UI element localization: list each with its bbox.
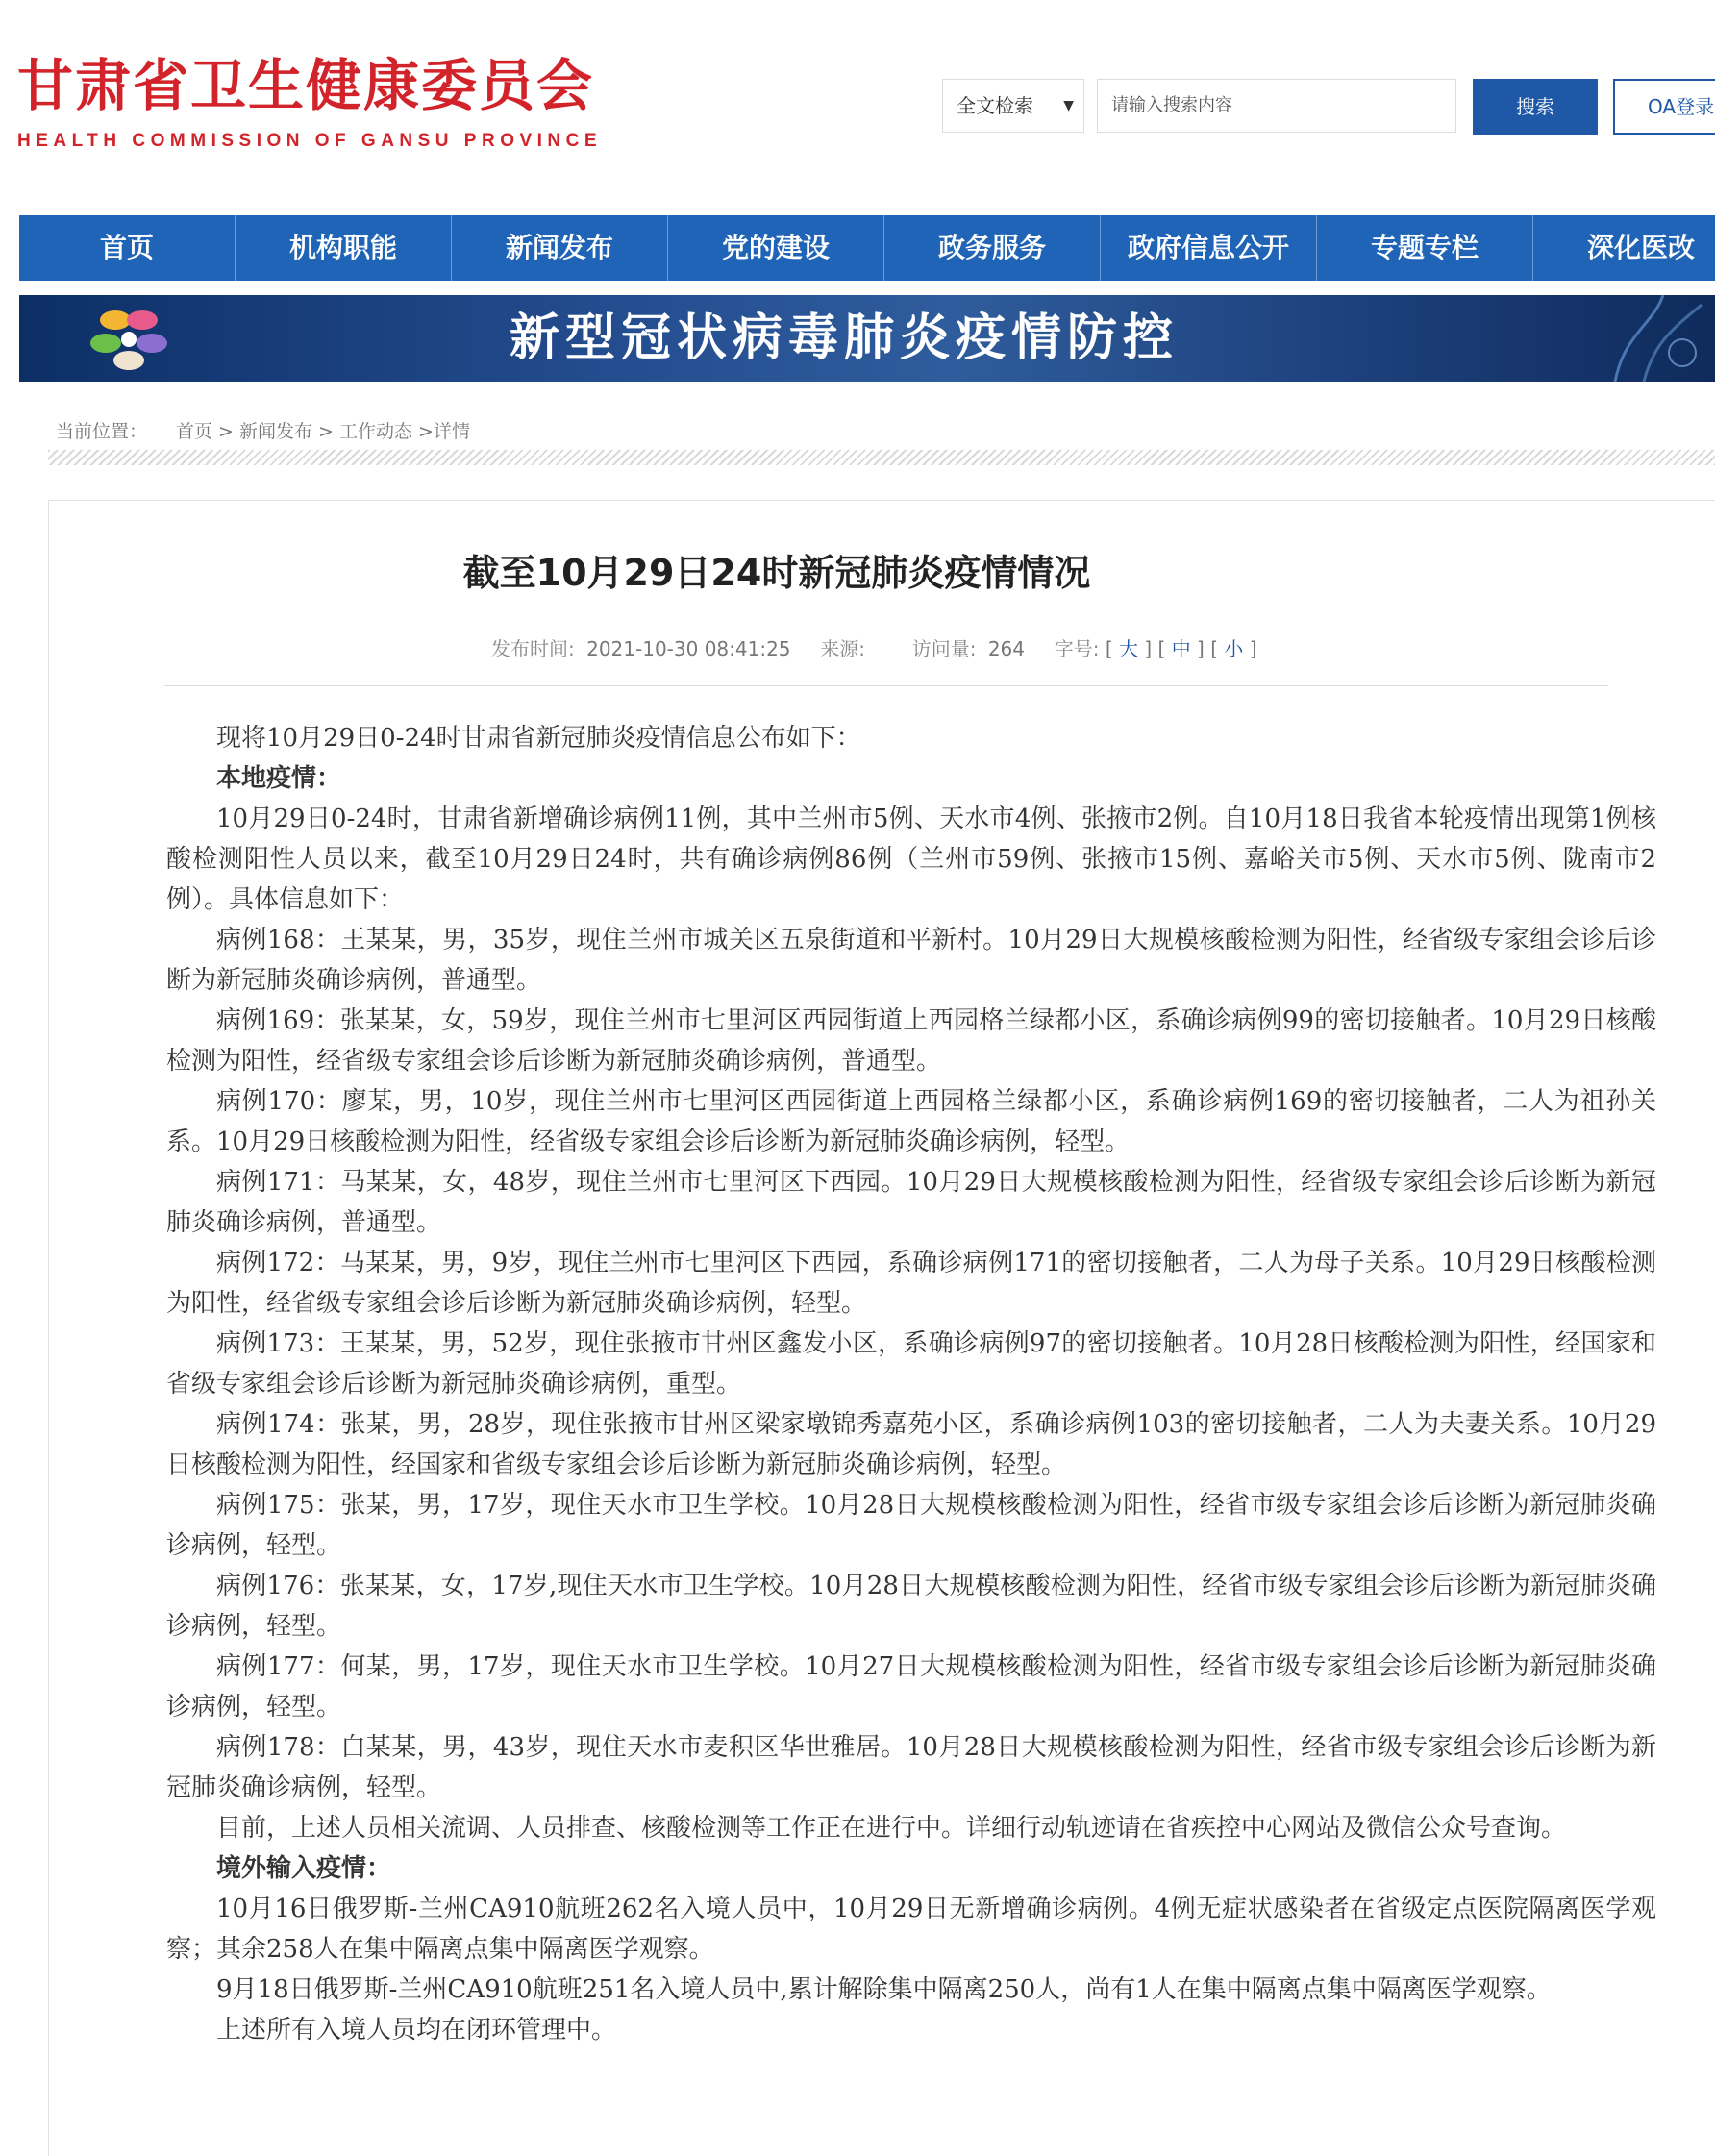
section-heading-local: 本地疫情： — [216, 764, 342, 793]
font-size-small[interactable]: 小 — [1224, 637, 1244, 660]
breadcrumb — [56, 417, 472, 443]
banner-title: 新型冠状病毒肺炎疫情防控 — [510, 310, 1180, 367]
covid-banner[interactable] — [19, 295, 1715, 382]
paragraph-case: 病例177：何某，男，17岁，现住天水市卫生学校。10月27日大规模核酸检测为阳性，经省市级专家组会诊后诊断为新冠肺炎确诊病例，轻型。 — [166, 1652, 1656, 1722]
nav-item-topics[interactable]: 专题专栏 — [1317, 215, 1533, 281]
search-input[interactable]: 请输入搜索内容 — [1097, 79, 1456, 133]
paragraph: 10月29日0-24时，甘肃省新增确诊病例11例，其中兰州市5例、天水市4例、张掖市2例。自10月18日我省本轮疫情出现第1例核酸检测阳性人员以来，截至10月29日24时，共有确诊病例86例（兰州市59例、张掖市15例、嘉峪关市5例、天水市5例、陇南市2例）。具体信息如下： — [166, 805, 1656, 914]
paragraph: 10月16日俄罗斯-兰州CA910航班262名入境人员中，10月29日无新增确诊病例。4例无症状感染者在省级定点医院隔离医学观察；其余258人在集中隔离点集中隔离医学观察。 — [166, 1895, 1656, 1964]
paragraph: 目前，上述人员相关流调、人员排查、核酸检测等工作正在进行中。详细行动轨迹请在省疾控中心网站及微信公众号查询。 — [216, 1814, 1567, 1843]
nav-item-info-disclosure[interactable]: 政府信息公开 — [1101, 215, 1317, 281]
site-logo[interactable] — [17, 53, 603, 152]
logo-english-name: HEALTH COMMISSION OF GANSU PROVINCE — [17, 131, 603, 151]
nav-item-services[interactable]: 政务服务 — [884, 215, 1101, 281]
breadcrumb-label: 当前位置： — [56, 421, 148, 442]
logo-chinese-name: 甘肃省卫生健康委员会 — [17, 53, 595, 118]
article-meta: 发布时间: 2021-10-30 08:41:25 来源: 访问量: 264 字号: [ 大 ] [ 中 ] [ 小 ] — [491, 637, 1257, 660]
chevron-down-icon: ▼ — [1063, 98, 1074, 113]
flower-logo-icon — [77, 301, 192, 378]
paragraph-case: 病例176：张某某，女，17岁,现住天水市卫生学校。10月28日大规模核酸检测为阳性，经省市级专家组会诊后诊断为新冠肺炎确诊病例，轻型。 — [166, 1572, 1656, 1641]
paragraph: 9月18日俄罗斯-兰州CA910航班251名入境人员中,累计解除集中隔离250人，尚有1人在集中隔离点集中隔离医学观察。 — [216, 1975, 1552, 2004]
lungs-decor-icon — [1596, 295, 1715, 382]
oa-login-button[interactable]: OA登录 — [1613, 79, 1715, 135]
article-title: 截至10月29日24时新冠肺炎疫情情况 — [462, 552, 1091, 594]
paragraph-case: 病例175：张某，男，17岁，现住天水市卫生学校。10月28日大规模核酸检测为阳性，经省市级专家组会诊后诊断为新冠肺炎确诊病例，轻型。 — [166, 1491, 1656, 1560]
paragraph-case: 病例170：廖某，男，10岁，现住兰州市七里河区西园街道上西园格兰绿都小区，系确诊病例169的密切接触者，二人为祖孙关系。10月29日核酸检测为阳性，经省级专家组会诊后诊断为新冠肺炎确诊病例，轻型。 — [166, 1087, 1656, 1156]
paragraph-case: 病例172：马某某，男，9岁，现住兰州市七里河区下西园，系确诊病例171的密切接触者，二人为母子关系。10月29日核酸检测为阳性，经省级专家组会诊后诊断为新冠肺炎确诊病例，轻型。 — [166, 1249, 1656, 1318]
site-header — [0, 0, 1715, 202]
visits-label: 访问量: — [911, 637, 977, 660]
article-container — [48, 500, 1715, 2156]
publish-time: 2021-10-30 08:41:25 — [586, 637, 791, 660]
nav-item-home[interactable]: 首页 — [19, 215, 236, 281]
paragraph-case: 病例168：王某某，男，35岁，现住兰州市城关区五泉街道和平新村。10月29日大规模核酸检测为阳性，经省级专家组会诊后诊断为新冠肺炎确诊病例，普通型。 — [166, 926, 1656, 995]
paragraph-case: 病例169：张某某，女，59岁，现住兰州市七里河区西园街道上西园格兰绿都小区，系确诊病例99的密切接触者。10月29日核酸检测为阳性，经省级专家组会诊后诊断为新冠肺炎确诊病例，普通型。 — [166, 1006, 1656, 1076]
main-nav — [19, 215, 1715, 281]
breadcrumb-path[interactable]: 首页 > 新闻发布 > 工作动态 >详情 — [176, 421, 470, 442]
font-size-large[interactable]: 大 — [1119, 637, 1139, 660]
paragraph-intro: 现将10月29日0-24时甘肃省新冠肺炎疫情信息公布如下： — [216, 724, 861, 753]
article-body — [166, 718, 1656, 2050]
search-type-value: 全文检索 — [957, 94, 1033, 117]
visit-count: 264 — [987, 637, 1026, 660]
paragraph: 上述所有入境人员均在闭环管理中。 — [216, 2016, 617, 2044]
section-heading-imported: 境外输入疫情： — [216, 1854, 392, 1883]
nav-item-medical-reform[interactable]: 深化医改 — [1533, 215, 1715, 281]
publish-time-label: 发布时间: — [491, 637, 575, 660]
hatch-divider — [48, 450, 1715, 465]
paragraph-case: 病例174：张某，男，28岁，现住张掖市甘州区梁家墩锦秀嘉苑小区，系确诊病例103的密切接触者，二人为夫妻关系。10月29日核酸检测为阳性，经国家和省级专家组会诊后诊断为新冠肺炎确诊病例，轻型。 — [166, 1410, 1656, 1479]
title-divider — [164, 685, 1608, 686]
search-button[interactable]: 搜索 — [1473, 79, 1598, 135]
search-type-select[interactable] — [942, 79, 1084, 133]
font-size-label: 字号: — [1054, 637, 1100, 660]
paragraph-case: 病例173：王某某，男，52岁，现住张掖市甘州区鑫发小区，系确诊病例97的密切接触者。10月28日核酸检测为阳性，经国家和省级专家组会诊后诊断为新冠肺炎确诊病例，重型。 — [166, 1329, 1656, 1399]
paragraph-case: 病例178：白某某，男，43岁，现住天水市麦积区华世雅居。10月28日大规模核酸检测为阳性，经省市级专家组会诊后诊断为新冠肺炎确诊病例，轻型。 — [166, 1733, 1656, 1802]
nav-item-news[interactable]: 新闻发布 — [452, 215, 668, 281]
nav-item-organization[interactable]: 机构职能 — [236, 215, 452, 281]
font-size-medium[interactable]: 中 — [1171, 637, 1191, 660]
paragraph-case: 病例171：马某某，女，48岁，现住兰州市七里河区下西园。10月29日大规模核酸检测为阳性，经省级专家组会诊后诊断为新冠肺炎确诊病例，普通型。 — [166, 1168, 1656, 1237]
nav-item-party[interactable]: 党的建设 — [668, 215, 884, 281]
source-label: 来源: — [820, 637, 865, 660]
